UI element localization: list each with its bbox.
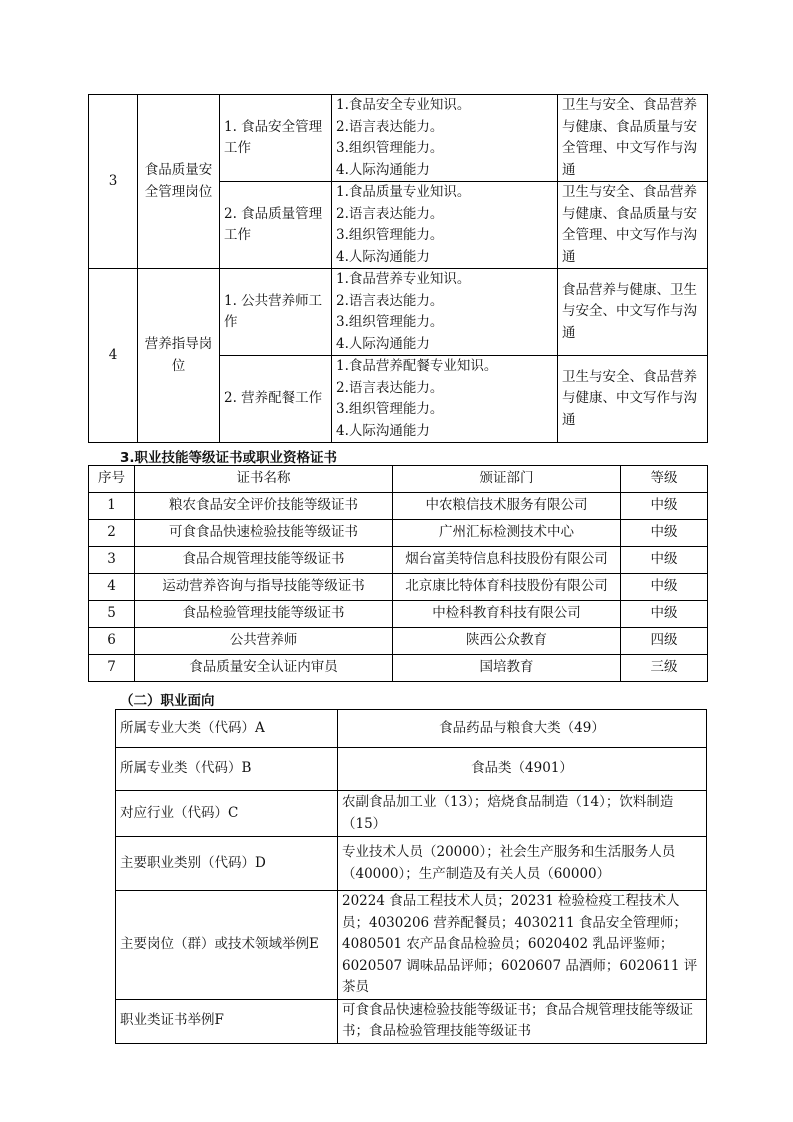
column-header: 证书名称 [135,466,393,493]
table-row [116,791,707,837]
table-cell: 北京康比特体育科技股份有限公司 [393,574,621,601]
ability-item: 4.人际沟通能力 [336,422,430,439]
row-value: 可食食品快速检验技能等级证书；食品合规管理技能等级证书；食品检验管理技能等级证书 [338,999,707,1043]
section-heading-certificates: 3.职业技能等级证书或职业资格证书 [120,450,338,466]
table-row [89,493,708,520]
ability-item: 3.组织管理能力。 [336,314,444,330]
table-row [89,269,708,356]
table-cell: 食品合规管理技能等级证书 [135,547,393,574]
table-cell: 中级 [621,493,708,520]
table-cell: 1 [89,493,135,520]
ability-item: 2.语言表达能力。 [336,379,444,396]
work-task: 1. 公共营养师工作 [220,269,332,356]
table-row [89,547,708,574]
row-value: 农副食品加工业（13）；焙烧食品制造（14）；饮料制造（15） [338,791,707,837]
table-cell: 中检科教育科技有限公司 [393,601,621,628]
ability-item: 1.食品质量专业知识。 [336,184,471,200]
course-list: 卫生与安全、食品营养与健康、食品质量与安全管理、中文写作与沟通 [558,182,708,269]
ability-item: 2.语言表达能力。 [336,205,444,222]
work-task: 2. 营养配餐工作 [220,356,332,443]
row-label: 主要职业类别（代码）D [116,837,338,891]
table-row [89,574,708,601]
row-value: 专业技术人员（20000）；社会生产服务和生活服务人员（40000）；生产制造及有关人员（60000） [338,837,707,891]
table-row [89,628,708,655]
work-task: 1. 食品安全管理工作 [220,95,332,182]
row-label: 职业类证书举例F [116,999,338,1043]
row-label: 对应行业（代码）C [116,791,338,837]
row-label: 主要岗位（群）或技术领域举例E [116,891,338,1000]
ability-item: 1.食品营养专业知识。 [336,271,471,287]
row-value: 食品药品与粮食大类（49） [338,710,707,748]
table-header-row [89,466,708,493]
table-cell: 公共营养师 [135,628,393,655]
course-list: 卫生与安全、食品营养与健康、食品质量与安全管理、中文写作与沟通 [558,95,708,182]
table-row [89,655,708,682]
table-cell: 6 [89,628,135,655]
row-number: 3 [89,95,138,269]
ability-item: 3.组织管理能力。 [336,401,444,417]
row-label: 所属专业大类（代码）A [116,710,338,748]
table-cell: 中级 [621,574,708,601]
career-table [115,709,707,1044]
table-cell: 7 [89,655,135,682]
certificates-table [88,465,708,682]
column-header: 颁证部门 [393,466,621,493]
table-cell: 食品检验管理技能等级证书 [135,601,393,628]
table-cell: 食品质量安全认证内审员 [135,655,393,682]
row-value: 20224 食品工程技术人员；20231 检验检疫工程技术人员；4030206 营养配餐员；4030211 食品安全管理师；4080501 农产品食品检验员；6020402 乳品评鉴师；6020507 调味品品评师；6020607 品酒师；6020611 评茶员 [338,891,707,1000]
table-cell: 中农粮信技术服务有限公司 [393,493,621,520]
ability-item: 2.语言表达能力。 [336,292,444,309]
ability-list [332,269,558,356]
table-cell: 2 [89,520,135,547]
table-cell: 三级 [621,655,708,682]
table-cell: 3 [89,547,135,574]
table-cell: 陕西公众教育 [393,628,621,655]
table-cell: 国培教育 [393,655,621,682]
row-number: 4 [89,269,138,443]
ability-item: 4.人际沟通能力 [336,161,430,178]
table-row [116,748,707,791]
table-cell: 中级 [621,547,708,574]
course-list: 卫生与安全、食品营养与健康、中文写作与沟通 [558,356,708,443]
positions-table [88,94,708,443]
ability-item: 4.人际沟通能力 [336,335,430,352]
section-heading-career: （二）职业面向 [120,693,215,709]
table-row [116,710,707,748]
table-cell: 烟台富美特信息科技股份有限公司 [393,547,621,574]
table-cell: 中级 [621,520,708,547]
post-name: 营养指导岗位 [138,269,220,443]
column-header: 序号 [89,466,135,493]
table-row [89,520,708,547]
table-row [116,891,707,1000]
ability-item: 1.食品安全专业知识。 [336,97,471,113]
table-cell: 中级 [621,601,708,628]
ability-list [332,356,558,443]
table-cell: 可食食品快速检验技能等级证书 [135,520,393,547]
table-row [89,95,708,182]
row-value: 食品类（4901） [338,748,707,791]
table-cell: 5 [89,601,135,628]
table-cell: 粮农食品安全评价技能等级证书 [135,493,393,520]
ability-item: 3.组织管理能力。 [336,227,444,243]
ability-item: 2.语言表达能力。 [336,118,444,135]
table-cell: 广州汇标检测技术中心 [393,520,621,547]
ability-list [332,95,558,182]
ability-item: 1.食品营养配餐专业知识。 [336,358,498,374]
table-cell: 运动营养咨询与指导技能等级证书 [135,574,393,601]
column-header: 等级 [621,466,708,493]
post-name: 食品质量安全管理岗位 [138,95,220,269]
course-list: 食品营养与健康、卫生与安全、中文写作与沟通 [558,269,708,356]
ability-item: 3.组织管理能力。 [336,140,444,156]
table-cell: 四级 [621,628,708,655]
table-row [116,999,707,1043]
ability-item: 4.人际沟通能力 [336,248,430,265]
table-cell: 4 [89,574,135,601]
table-row [116,837,707,891]
work-task: 2. 食品质量管理工作 [220,182,332,269]
ability-list [332,182,558,269]
row-label: 所属专业类（代码）B [116,748,338,791]
table-row [89,601,708,628]
